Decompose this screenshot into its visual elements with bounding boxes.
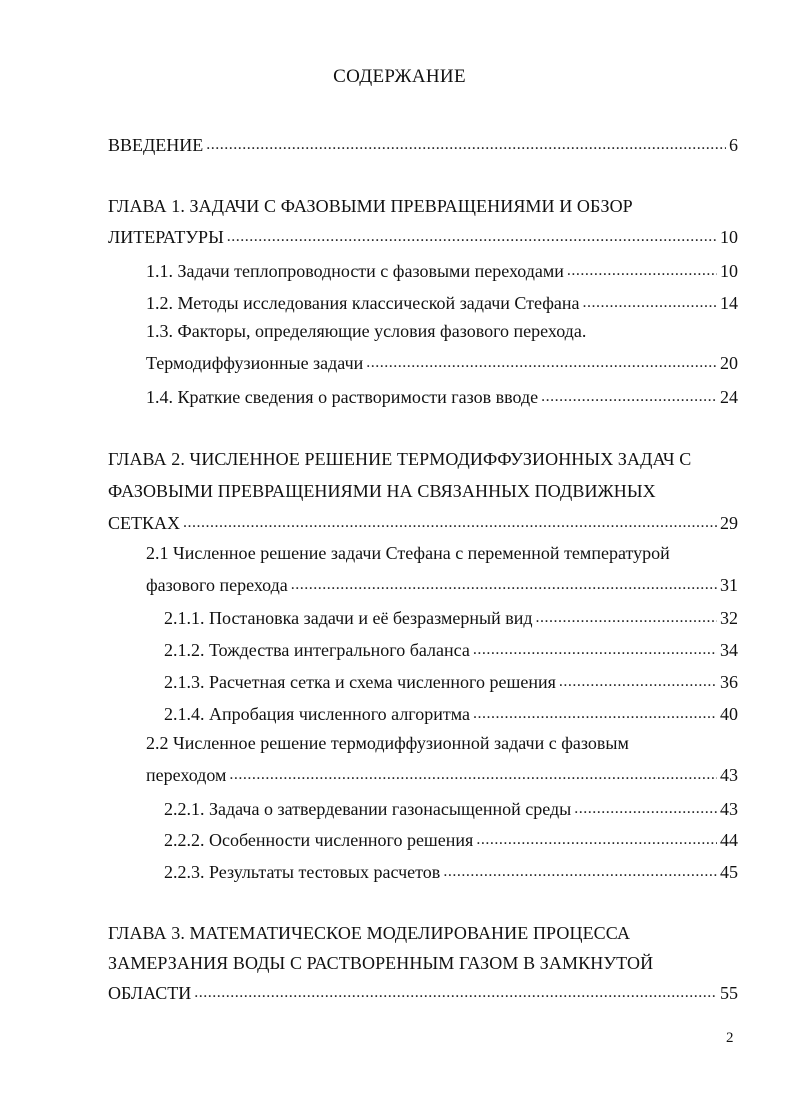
entry-page: 32 xyxy=(720,608,738,628)
entry-page: 43 xyxy=(720,799,738,819)
entry-page: 44 xyxy=(720,830,738,850)
entry-title: 2.2.3. Результаты тестовых расчетов xyxy=(164,862,441,882)
toc-entry-1-4[interactable] xyxy=(146,380,738,408)
toc-entry-2-2-line1: 2.2 Численное решение термодиффузионной задачи с фазовым xyxy=(146,733,629,753)
dot-leader xyxy=(473,639,717,661)
entry-title: переходом xyxy=(146,765,227,785)
entry-title: 2.1.3. Расчетная сетка и схема численного решения xyxy=(164,672,556,692)
entry-page: 14 xyxy=(720,293,738,313)
entry-title: ЛИТЕРАТУРЫ xyxy=(108,227,224,247)
entry-page: 10 xyxy=(720,227,738,247)
dot-leader xyxy=(291,574,717,596)
entry-title: ОБЛАСТИ xyxy=(108,983,192,1003)
entry-title: СЕТКАХ xyxy=(108,513,180,533)
toc-entry-2-1-3[interactable] xyxy=(164,665,738,693)
dot-leader xyxy=(574,798,717,820)
toc-entry-2-1[interactable] xyxy=(146,568,738,596)
entry-title: 2.2.1. Задача о затвердевании газонасыщенной среды xyxy=(164,799,572,819)
entry-title: фазового перехода xyxy=(146,575,288,595)
dot-leader xyxy=(194,982,717,1004)
chapter-2-title-line1: ГЛАВА 2. ЧИСЛЕННОЕ РЕШЕНИЕ ТЕРМОДИФФУЗИОННЫХ ЗАДАЧ С xyxy=(108,449,692,469)
toc-entry-chapter-2[interactable] xyxy=(108,506,738,534)
entry-title: 2.2.2. Особенности численного решения xyxy=(164,830,474,850)
toc-entry-1-1[interactable] xyxy=(146,254,738,282)
toc-entry-1-3-line1: 1.3. Факторы, определяющие условия фазового перехода. xyxy=(146,321,587,341)
entry-page: 40 xyxy=(720,704,738,724)
toc-entry-2-2-1[interactable] xyxy=(164,792,738,820)
page-number: 2 xyxy=(726,1030,734,1046)
entry-title: 2.1.2. Тождества интегрального баланса xyxy=(164,640,470,660)
toc-entry-intro[interactable] xyxy=(108,128,738,156)
entry-title: 1.1. Задачи теплопроводности с фазовыми переходами xyxy=(146,261,564,281)
toc-entry-chapter-3[interactable] xyxy=(108,976,738,1004)
dot-leader xyxy=(559,671,717,693)
chapter-1-title-line1: ГЛАВА 1. ЗАДАЧИ С ФАЗОВЫМИ ПРЕВРАЩЕНИЯМИ И ОБЗОР xyxy=(108,196,633,216)
dot-leader xyxy=(536,607,717,629)
chapter-3-title-line2: ЗАМЕРЗАНИЯ ВОДЫ С РАСТВОРЕННЫМ ГАЗОМ В ЗАМКНУТОЙ xyxy=(108,953,654,973)
entry-page: 45 xyxy=(720,862,738,882)
dot-leader xyxy=(567,260,717,282)
chapter-3-title-line1: ГЛАВА 3. МАТЕМАТИЧЕСКОЕ МОДЕЛИРОВАНИЕ ПРОЦЕССА xyxy=(108,923,631,943)
entry-page: 55 xyxy=(720,983,738,1003)
entry-page: 43 xyxy=(720,765,738,785)
dot-leader xyxy=(473,703,717,725)
entry-page: 20 xyxy=(720,353,738,373)
entry-page: 24 xyxy=(720,387,738,407)
chapter-2-title-line2: ФАЗОВЫМИ ПРЕВРАЩЕНИЯМИ НА СВЯЗАННЫХ ПОДВИЖНЫХ xyxy=(108,481,656,501)
toc-heading: СОДЕРЖАНИЕ xyxy=(333,66,466,87)
entry-title: 2.1.4. Апробация численного алгоритма xyxy=(164,704,470,724)
entry-title: Термодиффузионные задачи xyxy=(146,353,364,373)
entry-page: 36 xyxy=(720,672,738,692)
entry-page: 10 xyxy=(720,261,738,281)
dot-leader xyxy=(583,292,717,314)
toc-entry-2-1-line1: 2.1 Численное решение задачи Стефана с переменной температурой xyxy=(146,543,670,563)
dot-leader xyxy=(443,861,717,883)
toc-entry-1-2[interactable] xyxy=(146,286,738,314)
entry-page: 31 xyxy=(720,575,738,595)
toc-entry-2-2-3[interactable] xyxy=(164,855,738,883)
entry-title: 1.2. Методы исследования классической задачи Стефана xyxy=(146,293,580,313)
entry-page: 29 xyxy=(720,513,738,533)
toc-entry-2-1-1[interactable] xyxy=(164,601,738,629)
entry-title: ВВЕДЕНИЕ xyxy=(108,135,204,155)
dot-leader xyxy=(541,386,717,408)
dot-leader xyxy=(366,352,717,374)
dot-leader xyxy=(206,134,726,156)
toc-entry-chapter-1[interactable] xyxy=(108,220,738,248)
toc-entry-2-2-2[interactable] xyxy=(164,823,738,851)
dot-leader xyxy=(183,512,717,534)
entry-title: 2.1.1. Постановка задачи и её безразмерный вид xyxy=(164,608,533,628)
toc-entry-2-1-4[interactable] xyxy=(164,697,738,725)
toc-entry-2-1-2[interactable] xyxy=(164,633,738,661)
entry-page: 34 xyxy=(720,640,738,660)
dot-leader xyxy=(476,829,717,851)
entry-title: 1.4. Краткие сведения о растворимости газов вводе xyxy=(146,387,539,407)
entry-page: 6 xyxy=(729,135,738,155)
toc-entry-2-2[interactable] xyxy=(146,758,738,786)
dot-leader xyxy=(227,226,717,248)
dot-leader xyxy=(229,764,717,786)
toc-entry-1-3[interactable] xyxy=(146,346,738,374)
